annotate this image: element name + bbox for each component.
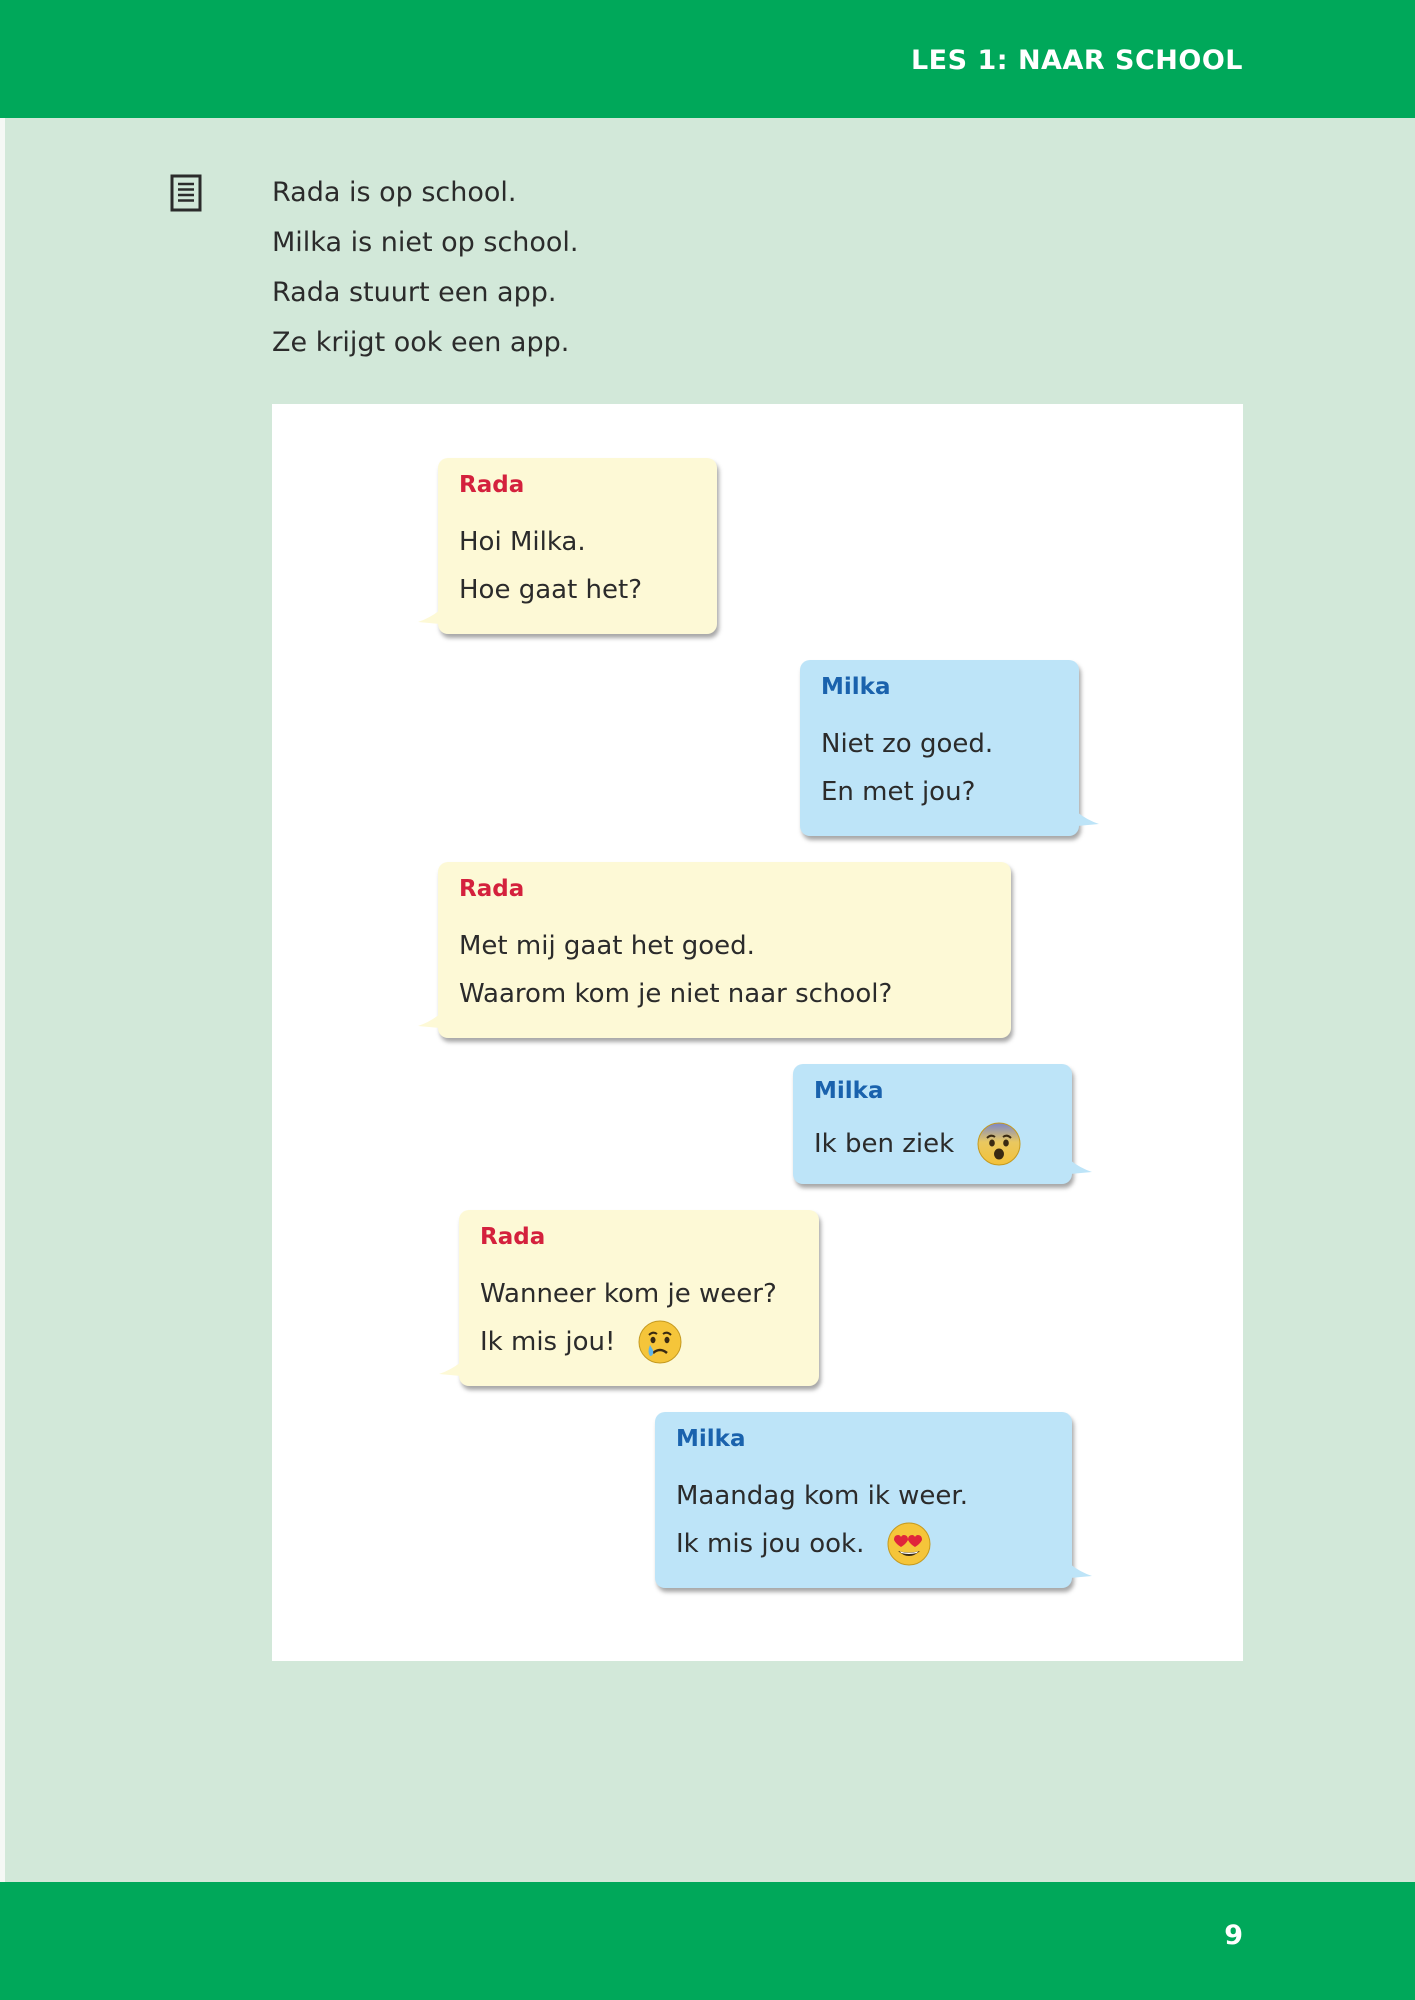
heart-eyes-emoji — [886, 1521, 932, 1567]
chat-bubble-rada — [459, 1210, 819, 1386]
bubble-tail — [418, 1014, 440, 1028]
intro-line: Rada stuurt een app. — [272, 277, 557, 308]
message-line: En met jou? — [821, 777, 976, 807]
intro-line: Milka is niet op school. — [272, 227, 579, 258]
chat-bubble-milka — [800, 660, 1079, 836]
intro-text — [272, 168, 579, 368]
message-line: Maandag kom ik weer. — [676, 1481, 968, 1511]
chat-bubble-milka — [793, 1064, 1072, 1184]
message-text: Ik mis jou ook. — [676, 1529, 865, 1559]
chat-panel — [272, 404, 1243, 1661]
bubble-tail — [1070, 1564, 1092, 1578]
bubble-tail — [439, 1362, 461, 1376]
intro-line: Rada is op school. — [272, 177, 517, 208]
bubble-tail — [418, 610, 440, 624]
sender-name: Rada — [459, 876, 525, 902]
intro-line: Ze krijgt ook een app. — [272, 327, 570, 358]
sender-name: Milka — [821, 674, 891, 700]
footer-bar — [0, 1882, 1415, 2000]
chat-bubble-rada — [438, 862, 1011, 1038]
message-line: Niet zo goed. — [821, 729, 994, 759]
bubble-tail — [1070, 1160, 1092, 1174]
message-line: Hoi Milka. — [459, 527, 586, 557]
message-text: Ik mis jou! — [480, 1327, 616, 1357]
message-line — [814, 1120, 1022, 1168]
lesson-title: LES 1: NAAR SCHOOL — [910, 45, 1243, 76]
chat-bubble-milka — [655, 1412, 1072, 1588]
sender-name: Rada — [480, 1224, 546, 1250]
message-text: Ik ben ziek — [814, 1129, 955, 1159]
page-number: 9 — [1224, 1920, 1243, 1951]
message-line: Met mij gaat het goed. — [459, 931, 755, 961]
document-icon — [170, 174, 202, 212]
sender-name: Milka — [814, 1078, 884, 1104]
message-line: Wanneer kom je weer? — [480, 1279, 777, 1309]
crying-face-emoji — [637, 1319, 683, 1365]
bubble-tail — [1077, 812, 1099, 826]
chat-bubble-rada — [438, 458, 717, 634]
sender-name: Milka — [676, 1426, 746, 1452]
message-line — [676, 1520, 932, 1568]
message-line: Waarom kom je niet naar school? — [459, 979, 893, 1009]
page-edge — [0, 0, 5, 2000]
sender-name: Rada — [459, 472, 525, 498]
message-line — [480, 1318, 683, 1366]
message-line: Hoe gaat het? — [459, 575, 643, 605]
anxious-face-emoji — [976, 1121, 1022, 1167]
header-bar — [0, 0, 1415, 118]
